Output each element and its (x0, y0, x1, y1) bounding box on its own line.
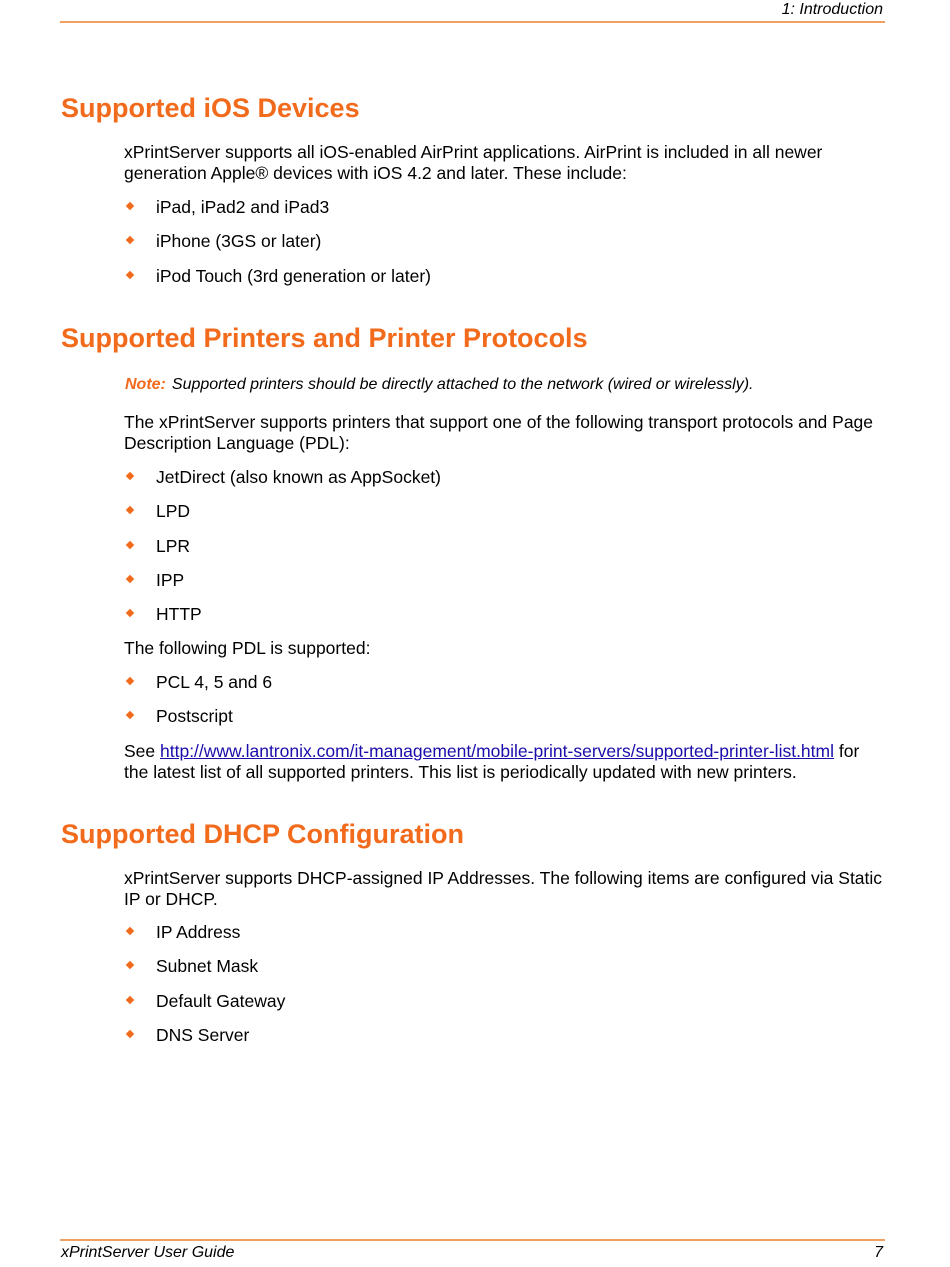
section-heading-dhcp: Supported DHCP Configuration (61, 819, 464, 849)
diamond-bullet-icon (126, 270, 134, 278)
list-item: DNS Server (124, 1025, 285, 1059)
list-item: LPR (124, 536, 441, 570)
section-heading-printers-protocols: Supported Printers and Printer Protocols (61, 323, 588, 353)
dhcp-intro-paragraph: xPrintServer supports DHCP-assigned IP Addresses. The following items are configured via Static IP or DHCP. (124, 868, 883, 909)
diamond-bullet-icon (126, 961, 134, 969)
list-item: LPD (124, 501, 441, 535)
list-item: Postscript (124, 706, 272, 740)
protocol-list (124, 467, 441, 638)
diamond-bullet-icon (126, 506, 134, 514)
diamond-bullet-icon (126, 236, 134, 244)
list-item: IP Address (124, 922, 285, 956)
dhcp-items-list (124, 922, 285, 1059)
list-item: JetDirect (also known as AppSocket) (124, 467, 441, 501)
see-link-paragraph: See http://www.lantronix.com/it-management/mobile-print-servers/supported-printer-list.html for the latest list of all supported printers. This list is periodically updated with new printers. (124, 741, 860, 782)
header-rule (60, 21, 885, 23)
footer-page-number: 7 (874, 1244, 883, 1261)
list-item: IPP (124, 570, 441, 604)
diamond-bullet-icon (126, 995, 134, 1003)
diamond-bullet-icon (126, 927, 134, 935)
diamond-bullet-icon (126, 677, 134, 685)
diamond-bullet-icon (126, 575, 134, 583)
note-text: Supported printers should be directly attached to the network (wired or wirelessly). (171, 376, 754, 393)
diamond-bullet-icon (126, 540, 134, 548)
running-header-chapter: 1: Introduction (781, 1, 883, 18)
list-item: Subnet Mask (124, 956, 285, 990)
note-label: Note: (125, 376, 166, 393)
list-item: HTTP (124, 604, 441, 638)
printers-intro-paragraph: The xPrintServer supports printers that support one of the following transport protocols and Page Description Language (PDL): (124, 412, 874, 453)
section-heading-ios-devices: Supported iOS Devices (61, 93, 360, 123)
supported-printer-list-link[interactable]: http://www.lantronix.com/it-management/mobile-print-servers/supported-printer-list.html (160, 741, 834, 761)
diamond-bullet-icon (126, 202, 134, 210)
diamond-bullet-icon (126, 609, 134, 617)
footer-guide-title: xPrintServer User Guide (61, 1244, 235, 1261)
pdl-intro-paragraph: The following PDL is supported: (124, 638, 371, 658)
list-item: iPad, iPad2 and iPad3 (124, 197, 431, 231)
list-item: iPhone (3GS or later) (124, 231, 431, 265)
footer-rule (60, 1239, 885, 1241)
list-item: iPod Touch (3rd generation or later) (124, 266, 431, 300)
ios-intro-paragraph: xPrintServer supports all iOS-enabled AirPrint applications. AirPrint is included in all newer generation Apple® devices with iOS 4.2 and later. These include: (124, 142, 823, 183)
diamond-bullet-icon (126, 472, 134, 480)
list-item: Default Gateway (124, 991, 285, 1025)
list-item: PCL 4, 5 and 6 (124, 672, 272, 706)
ios-device-list (124, 197, 431, 300)
note-callout (125, 375, 754, 395)
pdl-list (124, 672, 272, 741)
diamond-bullet-icon (126, 711, 134, 719)
diamond-bullet-icon (126, 1030, 134, 1038)
